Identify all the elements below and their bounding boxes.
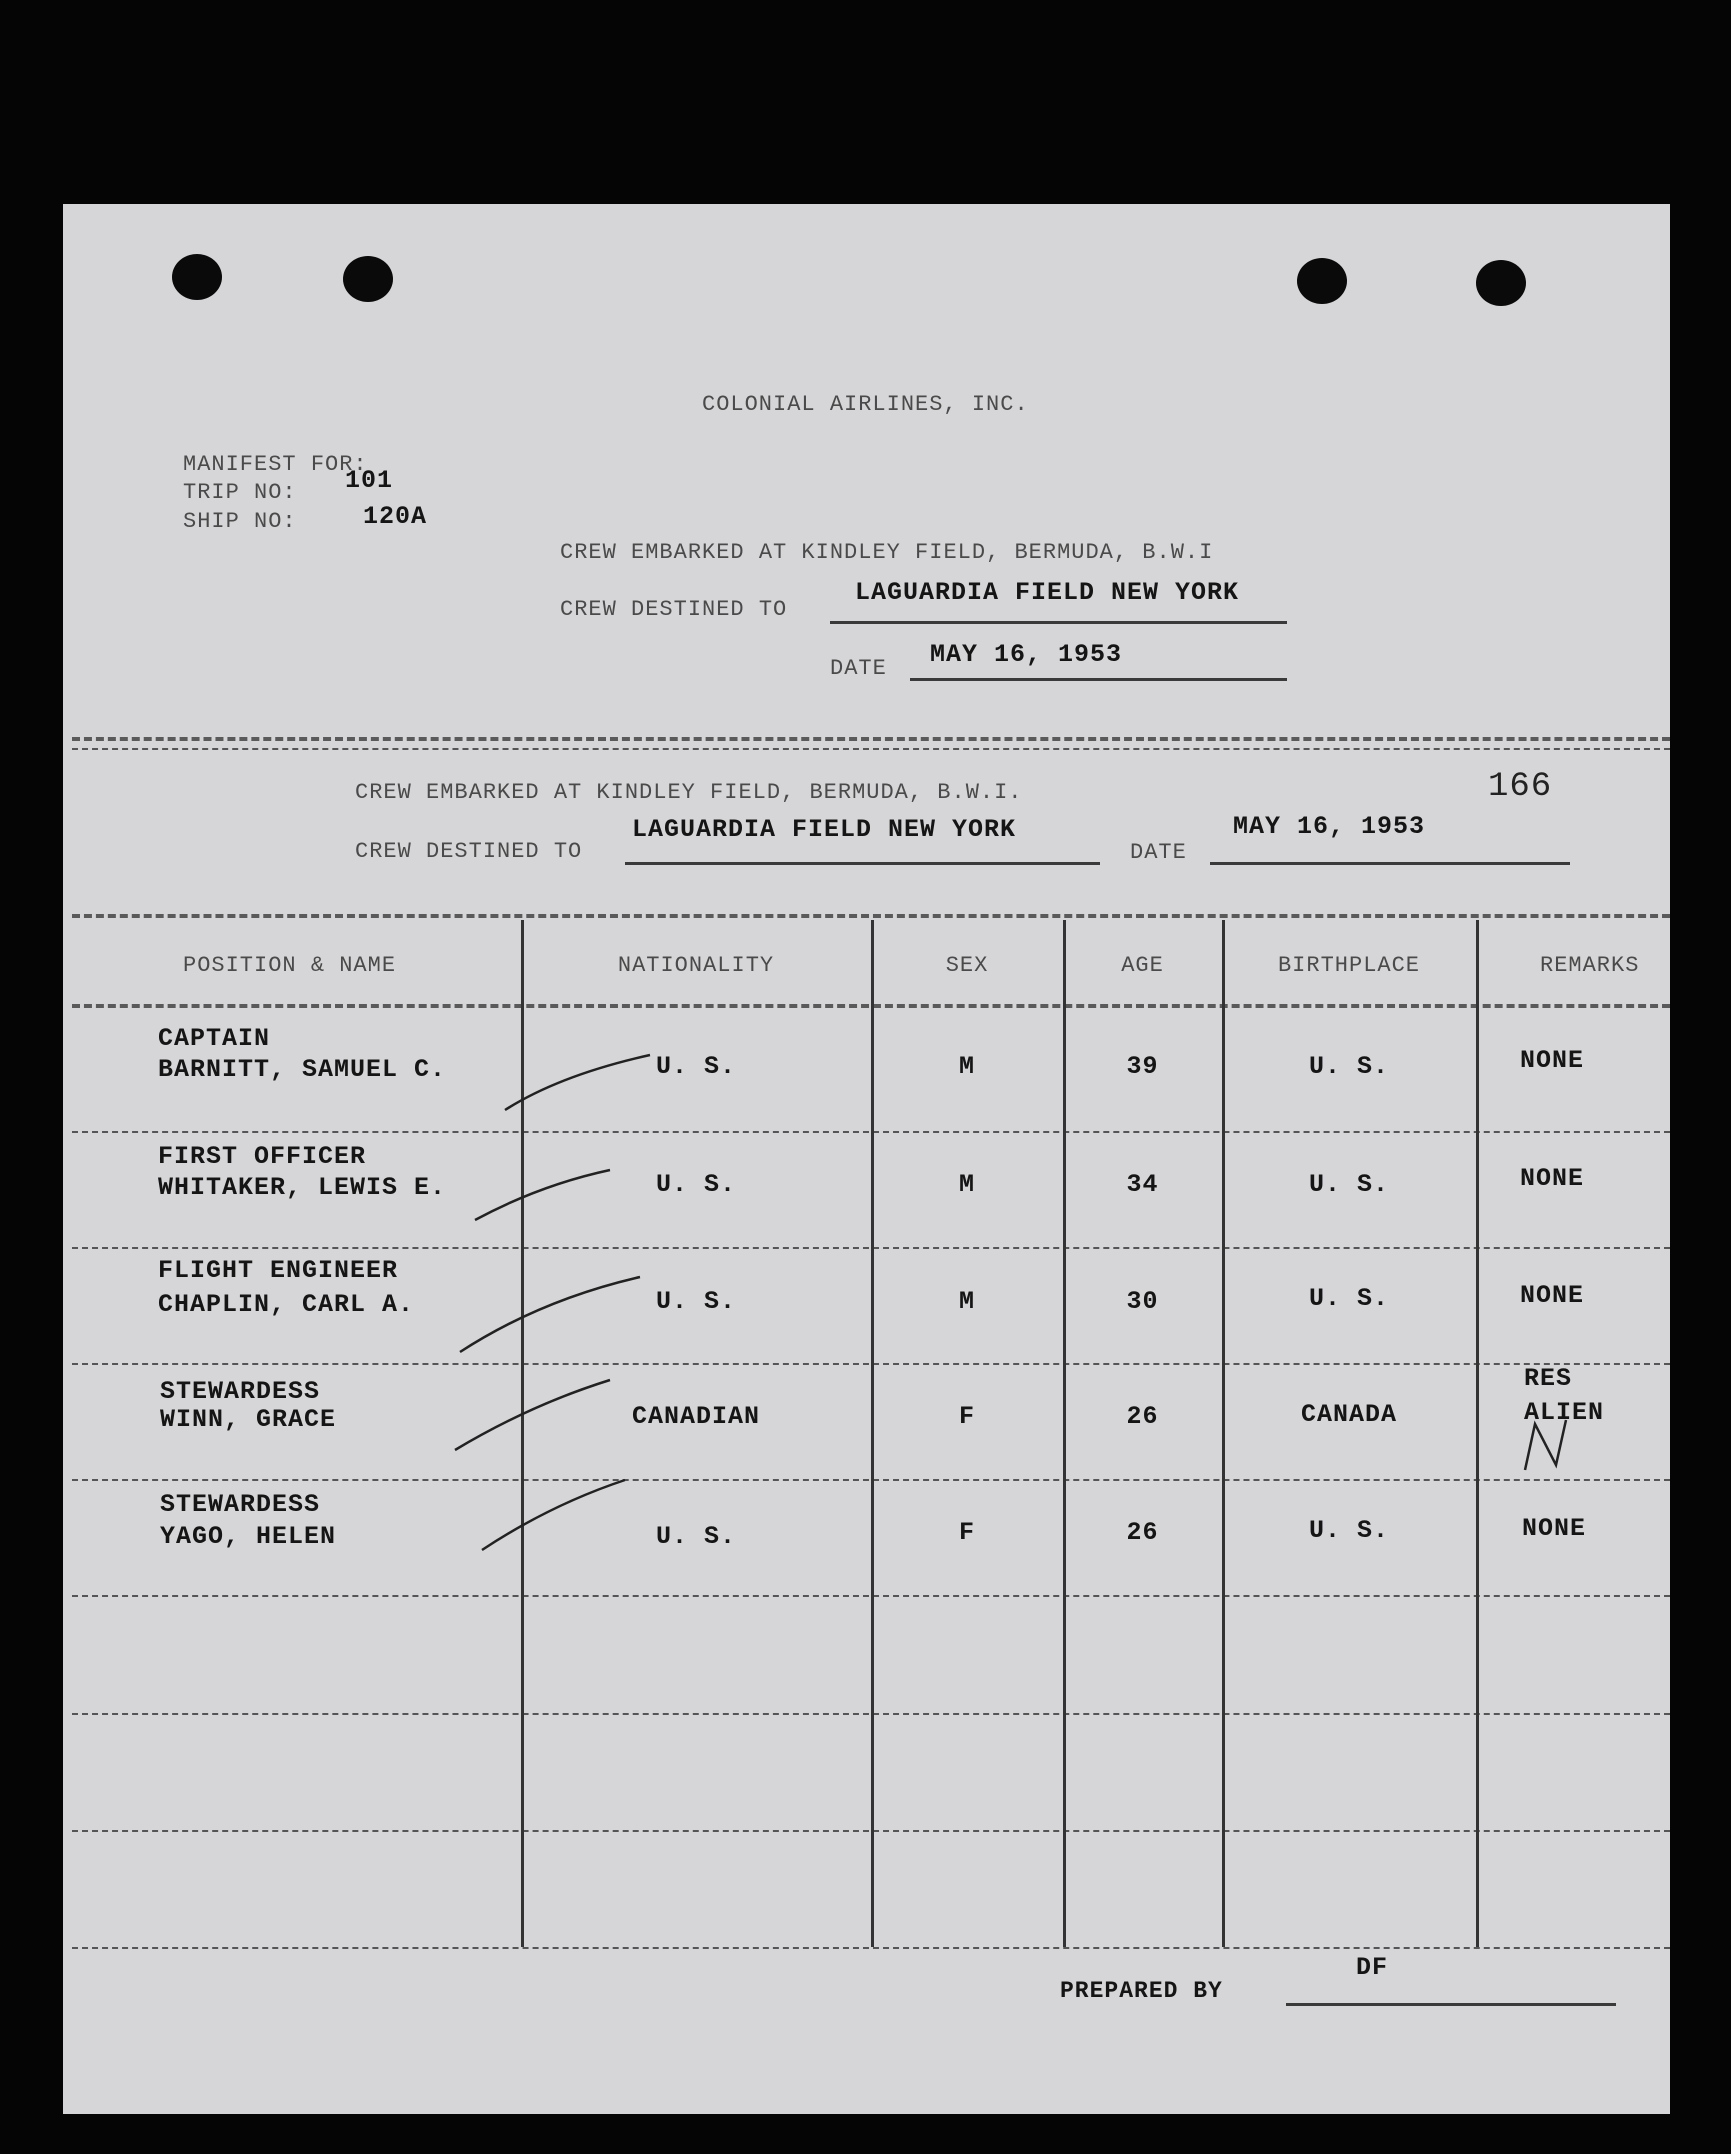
- row-sex: M: [958, 1287, 975, 1316]
- trip-no-label: TRIP NO:: [183, 480, 297, 505]
- row-name: WHITAKER, LEWIS E.: [158, 1173, 447, 1202]
- date-label: DATE: [830, 656, 887, 681]
- row-nationality: U. S.: [655, 1522, 736, 1551]
- row-name: WINN, GRACE: [160, 1405, 337, 1434]
- row-age: 26: [1126, 1402, 1159, 1431]
- row-remarks: NONE: [1520, 1281, 1585, 1310]
- col-header-sex: SEX: [945, 953, 989, 978]
- company-name: COLONIAL AIRLINES, INC.: [702, 392, 1029, 417]
- row-nationality: U. S.: [655, 1052, 736, 1081]
- row-birthplace: CANADA: [1300, 1400, 1397, 1429]
- destined-label: CREW DESTINED TO: [560, 597, 788, 622]
- sub-destined-value: LAGUARDIA FIELD NEW YORK: [632, 815, 1017, 844]
- page-number: 166: [1488, 768, 1553, 806]
- row-position: FLIGHT ENGINEER: [158, 1256, 399, 1285]
- column-divider: [1476, 920, 1479, 1947]
- punch-hole: [172, 254, 222, 300]
- row-birthplace: U. S.: [1308, 1170, 1389, 1199]
- manifest-for-label: MANIFEST FOR:: [183, 452, 368, 477]
- row-sex: M: [958, 1170, 975, 1199]
- section-divider: [72, 737, 1670, 741]
- punch-hole: [1476, 260, 1526, 306]
- row-nationality: U. S.: [655, 1287, 736, 1316]
- sub-date-underline: [1210, 862, 1570, 865]
- trip-no-value: 101: [345, 466, 394, 495]
- row-nationality: U. S.: [655, 1170, 736, 1199]
- prepared-by-label: PREPARED BY: [1060, 1978, 1223, 2004]
- table-top-rule: [72, 914, 1670, 918]
- col-header-nationality: NATIONALITY: [617, 953, 775, 978]
- ship-no-label: SHIP NO:: [183, 509, 297, 534]
- row-position: CAPTAIN: [158, 1024, 271, 1053]
- row-sex: F: [958, 1518, 975, 1547]
- row-divider: [72, 1947, 1670, 1949]
- prepared-by-underline: [1286, 2003, 1616, 2006]
- sub-date-label: DATE: [1130, 840, 1187, 865]
- row-age: 34: [1126, 1170, 1159, 1199]
- ship-no-value: 120A: [363, 502, 428, 531]
- punch-hole: [343, 256, 393, 302]
- sub-date-value: MAY 16, 1953: [1233, 812, 1426, 841]
- row-sex: M: [958, 1052, 975, 1081]
- row-nationality: CANADIAN: [631, 1402, 761, 1431]
- row-birthplace: U. S.: [1308, 1284, 1389, 1313]
- row-age: 39: [1126, 1052, 1159, 1081]
- destined-value: LAGUARDIA FIELD NEW YORK: [855, 578, 1240, 607]
- col-header-position-name: POSITION & NAME: [183, 953, 397, 978]
- row-remarks: NONE: [1522, 1514, 1587, 1543]
- prepared-by-value: DF: [1356, 1953, 1389, 1982]
- row-remarks: NONE: [1520, 1046, 1585, 1075]
- sub-destined-label: CREW DESTINED TO: [355, 839, 583, 864]
- row-age: 30: [1126, 1287, 1159, 1316]
- row-name: YAGO, HELEN: [160, 1522, 337, 1551]
- col-header-birthplace: BIRTHPLACE: [1277, 953, 1421, 978]
- row-position: FIRST OFFICER: [158, 1142, 367, 1171]
- col-header-remarks: REMARKS: [1540, 953, 1640, 978]
- row-name: CHAPLIN, CARL A.: [158, 1290, 415, 1319]
- embarked-label: CREW EMBARKED AT KINDLEY FIELD, BERMUDA, B.W.I: [560, 540, 1214, 565]
- date-value: MAY 16, 1953: [930, 640, 1123, 669]
- punch-hole: [1297, 258, 1347, 304]
- sub-destined-underline: [625, 862, 1100, 865]
- row-birthplace: U. S.: [1308, 1052, 1389, 1081]
- date-underline: [910, 678, 1287, 681]
- row-position: STEWARDESS: [160, 1490, 321, 1519]
- section-divider-secondary: [72, 748, 1670, 750]
- row-birthplace: U. S.: [1308, 1516, 1389, 1545]
- destined-underline: [830, 621, 1287, 624]
- row-remarks: RES ALIEN: [1524, 1364, 1605, 1427]
- row-name: BARNITT, SAMUEL C.: [158, 1055, 447, 1084]
- row-remarks: NONE: [1520, 1164, 1585, 1193]
- row-sex: F: [958, 1402, 975, 1431]
- row-age: 26: [1126, 1518, 1159, 1547]
- col-header-age: AGE: [1121, 953, 1164, 978]
- sub-embarked-label: CREW EMBARKED AT KINDLEY FIELD, BERMUDA, B.W.I.: [355, 780, 1023, 805]
- row-position: STEWARDESS: [160, 1377, 321, 1406]
